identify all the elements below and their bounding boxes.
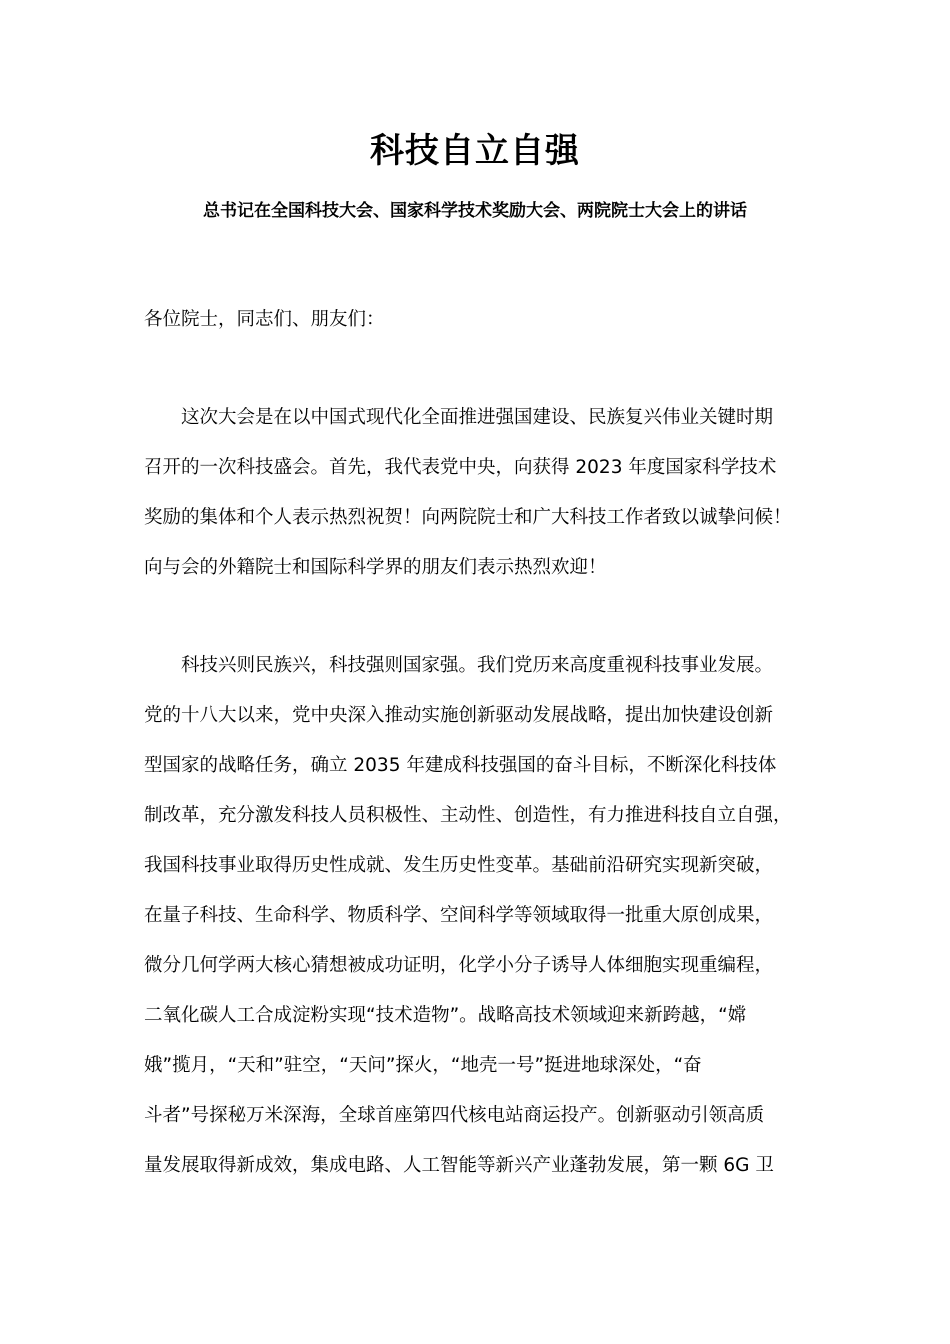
- paragraph-line: 二氧化碳人工合成淀粉实现“技术造物”。战略高技术领域迎来新跨越，“嫦: [144, 1005, 747, 1026]
- paragraph-line: 斗者”号探秘万米深海，全球首座第四代核电站商运投产。创新驱动引领高质: [144, 1105, 765, 1126]
- paragraph-line: 量发展取得新成效，集成电路、人工智能等新兴产业蓬勃发展，第一颗 6G 卫: [144, 1155, 774, 1176]
- paragraph-line: 制改革，充分激发科技人员积极性、主动性、创造性，有力推进科技自立自强，: [144, 805, 792, 826]
- document-title: 科技自立自强: [370, 131, 580, 171]
- paragraph-1: [144, 393, 834, 593]
- salutation: [144, 295, 834, 345]
- paragraph-line: 我国科技事业取得历史性成就、发生历史性变革。基础前沿研究实现新突破，: [144, 855, 774, 876]
- paragraph-line: 这次大会是在以中国式现代化全面推进强国建设、民族复兴伟业关键时期: [181, 407, 774, 428]
- paragraph-line: 召开的一次科技盛会。首先，我代表党中央，向获得 2023 年度国家科学技术: [144, 457, 777, 478]
- salutation-line: 各位院士，同志们、朋友们：: [144, 309, 385, 330]
- paragraph-line: 型国家的战略任务，确立 2035 年建成科技强国的奋斗目标，不断深化科技体: [144, 755, 777, 776]
- paragraph-line: 在量子科技、生命科学、物质科学、空间科学等领域取得一批重大原创成果，: [144, 905, 774, 926]
- paragraph-line: 科技兴则民族兴，科技强则国家强。我们党历来高度重视科技事业发展。: [181, 655, 774, 676]
- paragraph-2: [144, 641, 834, 1191]
- paragraph-line: 党的十八大以来，党中央深入推动实施创新驱动发展战略，提出加快建设创新: [144, 705, 774, 726]
- paragraph-line: 奖励的集体和个人表示热烈祝贺！向两院院士和广大科技工作者致以诚挚问候！: [144, 507, 792, 528]
- paragraph-line: 微分几何学两大核心猜想被成功证明，化学小分子诱导人体细胞实现重编程，: [144, 955, 774, 976]
- paragraph-line: 向与会的外籍院士和国际科学界的朋友们表示热烈欢迎！: [144, 557, 607, 578]
- document-subtitle: 总书记在全国科技大会、国家科学技术奖励大会、两院院士大会上的讲话: [203, 201, 747, 221]
- paragraph-line: 娥”揽月，“天和”驻空，“天问”探火，“地壳一号”挺进地球深处，“奋: [144, 1055, 702, 1076]
